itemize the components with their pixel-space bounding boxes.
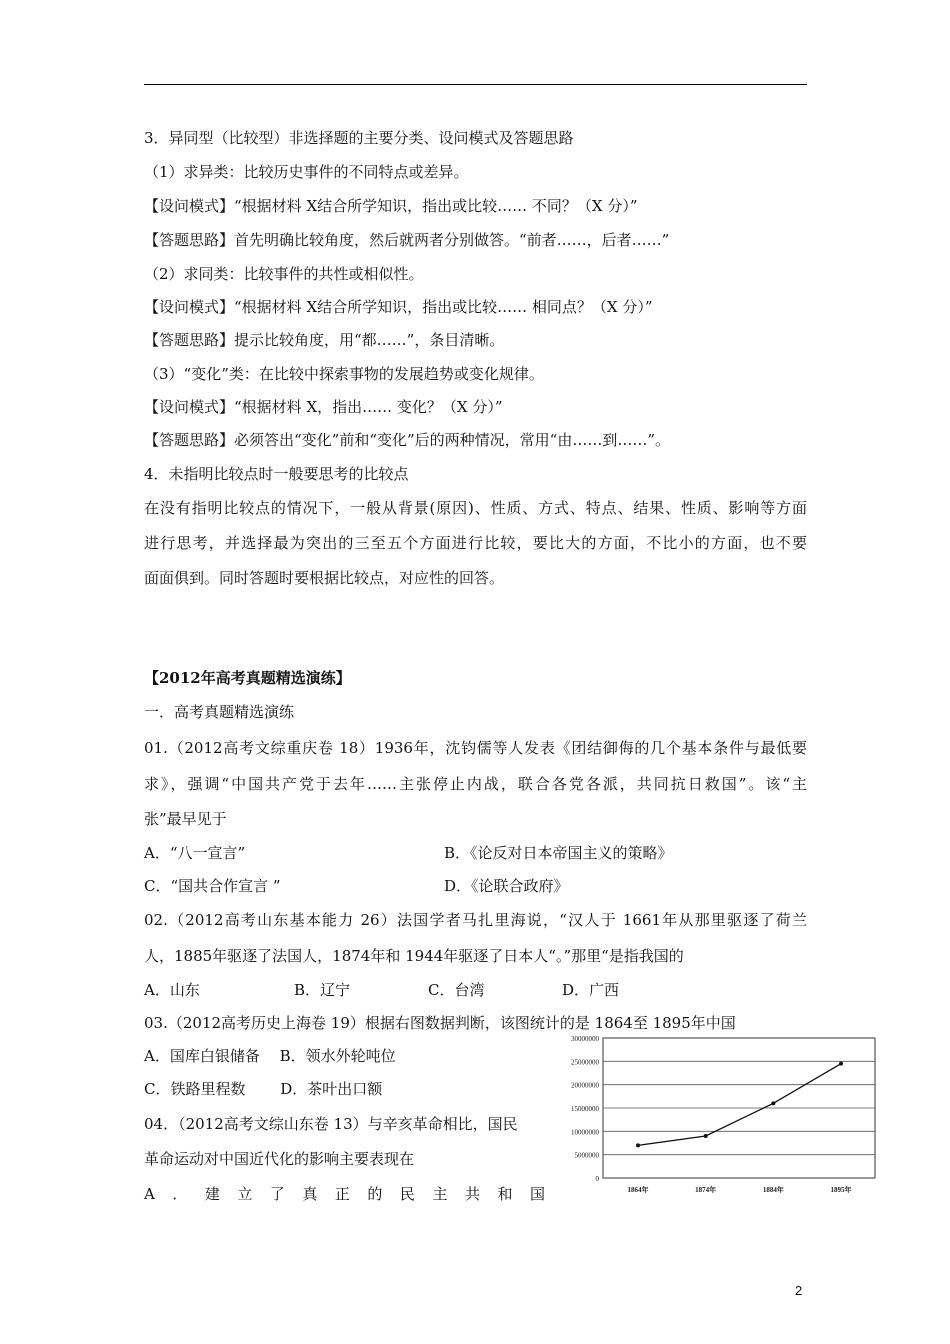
q1-option-a: A．“八一宣言” (144, 844, 246, 862)
data-point (704, 1134, 708, 1138)
x-tick-label: 1884年 (762, 1186, 784, 1194)
section-3-item-9: 【答题思路】必须答出“变化”前和“变化”后的两种情况，常用“由……到……”。 (144, 431, 671, 449)
q2-line-2: 人，1885年驱逐了法国人，1874年和 1944年驱逐了日本人“。”那里“是指我国的 (144, 947, 684, 965)
line-chart (558, 1030, 880, 1205)
y-tick-label: 15000000 (571, 1105, 599, 1113)
y-tick-label: 10000000 (571, 1128, 599, 1137)
practice-subheading: 一．高考真题精选演练 (144, 703, 295, 721)
q4-line-1: 04．（2012高考文综山东卷 13）与辛亥革命相比，国民 (144, 1115, 518, 1133)
section-3-item-6: 【答题思路】提示比较角度，用“都……”，条目清晰。 (144, 331, 505, 349)
q2-option-b: B．辽宁 (294, 981, 351, 999)
section-3-item-4: （2）求同类：比较事件的共性或相似性。 (144, 265, 424, 283)
section-3-item-5: 【设问模式】“根据材料 X结合所学知识，指出或比较…… 相同点？（X 分）” (144, 298, 653, 316)
x-tick-label: 1895年 (830, 1186, 852, 1194)
data-point (839, 1062, 843, 1066)
y-tick-label: 20000000 (571, 1081, 599, 1090)
q1-option-c: C．“国共合作宣言 ” (144, 877, 281, 895)
series-line (638, 1064, 841, 1146)
q3-options-ab: A．国库白银储备 B．领水外轮吨位 (144, 1047, 396, 1065)
q1-option-b: B．《论反对日本帝国主义的策略》 (444, 844, 673, 862)
x-tick-label: 1864年 (627, 1186, 649, 1194)
y-tick-label: 0 (595, 1175, 599, 1183)
practice-heading: 【2012年高考真题精选演练】 (144, 669, 351, 687)
q1-line-1: 01.（2012高考文综重庆卷 18）1936年，沈钧儒等人发表《团结御侮的几个基本条件与最低要 (144, 739, 807, 757)
section-4-title: 4．未指明比较点时一般要思考的比较点 (144, 465, 409, 483)
section-3-item-1: （1）求异类：比较历史事件的不同特点或差异。 (144, 163, 469, 181)
x-tick-label: 1874年 (695, 1186, 717, 1194)
q3-line-1: 03.（2012高考历史上海卷 19）根据右图数据判断，该图统计的是 1864至 1895年中国 (144, 1014, 736, 1032)
q2-option-d: D．广西 (562, 981, 620, 999)
q2-line-1: 02.（2012高考山东基本能力 26）法国学者马扎里海说，“汉人于 1661年从那里驱逐了荷兰 (144, 911, 807, 929)
q4-line-2: 革命运动对中国近代化的影响主要表现在 (144, 1150, 415, 1168)
q1-line-3: 张”最早见于 (144, 810, 227, 828)
section-3-item-7: （3）“变化”类：在比较中探索事物的发展趋势或变化规律。 (144, 365, 544, 383)
q4-option-a: A．建立了真正的民主共和国 (144, 1185, 545, 1203)
y-tick-label: 25000000 (571, 1058, 599, 1067)
section-3-item-8: 【设问模式】“根据材料 X，指出…… 变化？（X 分）” (144, 398, 503, 416)
data-point (771, 1101, 775, 1105)
section-4-line-2: 进行思考，并选择最为突出的三至五个方面进行比较，要比大的方面，不比小的方面，也不要 (144, 534, 807, 552)
q3-options-cd: C．铁路里程数 D．茶叶出口额 (144, 1080, 383, 1098)
q1-option-d: D．《论联合政府》 (444, 877, 569, 895)
section-4-line-1: 在没有指明比较点的情况下，一般从背景(原因)、性质、方式、特点、结果、性质、影响等方面 (144, 499, 807, 517)
section-3-title: 3．异同型（比较型）非选择题的主要分类、设问模式及答题思路 (144, 129, 574, 147)
section-3-item-2: 【设问模式】“根据材料 X结合所学知识，指出或比较…… 不同？（X 分）” (144, 197, 638, 215)
q2-option-a: A．山东 (144, 981, 200, 999)
y-tick-label: 30000000 (571, 1035, 599, 1043)
data-point (636, 1143, 640, 1147)
y-tick-label: 5000000 (574, 1151, 599, 1160)
page-number: 2 (795, 1283, 803, 1298)
q1-line-2: 求》，强调“中国共产党于去年……主张停止内战，联合各党各派，共同抗日救国”。该“主 (144, 775, 807, 793)
header-rule (144, 84, 807, 85)
q2-option-c: C．台湾 (428, 981, 485, 999)
section-3-item-3: 【答题思路】首先明确比较角度，然后就两者分别做答。“前者……，后者……” (144, 231, 670, 249)
section-4-line-3: 面面俱到。同时答题时要根据比较点，对应性的回答。 (144, 569, 505, 587)
